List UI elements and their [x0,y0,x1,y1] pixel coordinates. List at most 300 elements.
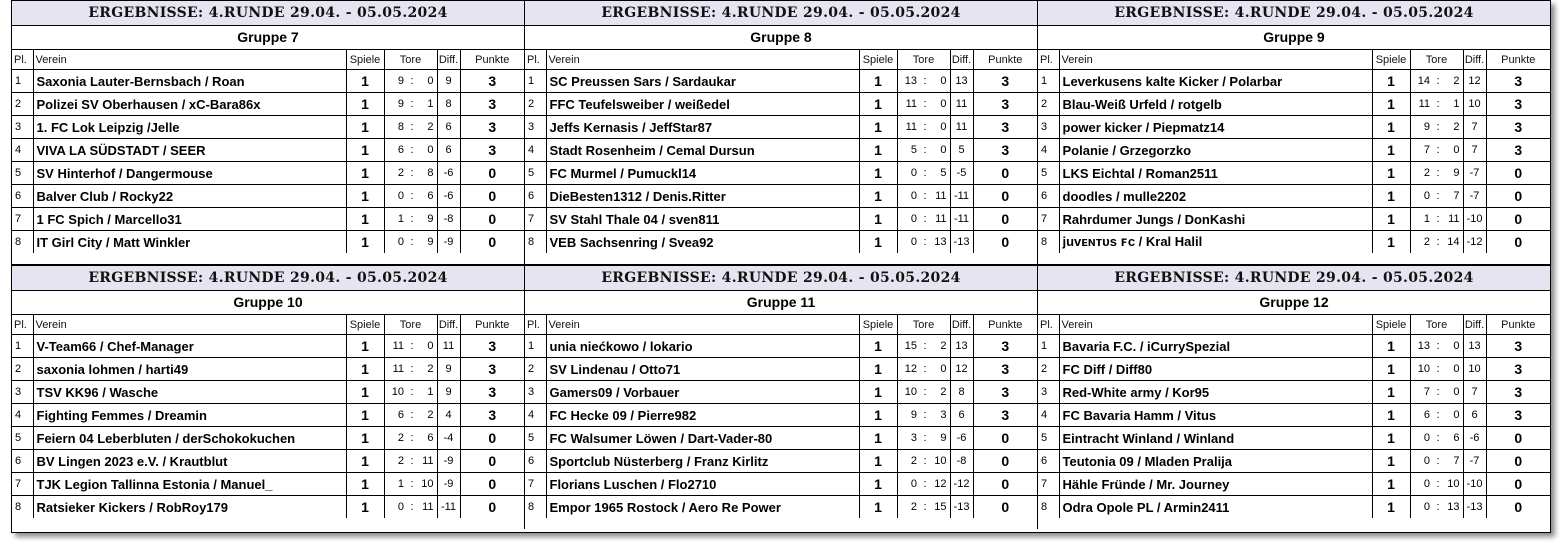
games-cell: 1 [859,473,897,496]
goals-separator: : [920,358,930,381]
goals-separator: : [920,139,930,162]
goals-for-cell: 0 [1410,185,1433,208]
goals-against-cell: 8 [417,162,437,185]
group-panel-12 [1038,266,1550,529]
games-cell: 1 [859,93,897,116]
games-cell: 1 [1372,450,1410,473]
points-cell: 3 [1486,139,1550,162]
header-spiele: Spiele [859,315,897,335]
games-cell: 1 [1372,139,1410,162]
team-cell: FFC Teufelsweiber / weißedel [546,93,859,116]
diff-cell: -6 [1463,427,1486,450]
team-cell: Saxonia Lauter-Bernsbach / Roan [33,70,346,93]
points-cell: 3 [1486,116,1550,139]
team-cell: Empor 1965 Rostock / Aero Re Power [546,496,859,519]
goals-separator: : [407,404,417,427]
points-cell: 3 [973,335,1037,358]
goals-against-cell: 0 [930,139,950,162]
diff-cell: 7 [1463,139,1486,162]
goals-for-cell: 0 [1423,501,1430,513]
goals-for-cell: 11 [384,335,407,358]
standings-table [12,315,524,518]
team-cell: Blau-Weiß Urfeld / rotgelb [1059,93,1372,116]
games-cell: 1 [1372,358,1410,381]
table-row [525,70,1037,93]
team-cell: TSV KK96 / Wasche [33,381,346,404]
points-cell: 0 [1514,499,1523,515]
group-title: Gruppe 9 [1038,26,1550,50]
diff-cell: 6 [1463,404,1486,427]
table-row [525,162,1037,185]
goals-against-cell: 10 [930,450,950,473]
header-verein: Verein [33,50,346,70]
place-cell: 8 [1038,231,1059,254]
header-diff: Diff. [437,50,460,70]
place-cell: 3 [525,116,546,139]
diff-cell: 4 [437,404,460,427]
group-title: Gruppe 12 [1038,291,1550,315]
table-row [12,116,524,139]
goals-against-cell: 6 [1443,427,1463,450]
place-cell: 7 [525,473,546,496]
table-row [1038,427,1550,450]
games-cell: 1 [859,381,897,404]
points-cell: 3 [460,93,524,116]
points-cell: 0 [460,162,524,185]
team-cell: VIVA LA SÜDSTADT / SEER [33,139,346,162]
goals-for-cell: 0 [897,208,920,231]
points-cell: 3 [460,116,524,139]
games-cell: 1 [346,427,384,450]
goals-for-cell: 0 [910,236,917,248]
games-cell: 1 [1372,93,1410,116]
goals-for-cell: 11 [897,93,920,116]
team-cell: Red-White army / Kor95 [1059,381,1372,404]
goals-separator: : [407,93,417,116]
place-cell: 5 [1038,162,1059,185]
diff-cell: -10 [1463,473,1486,496]
points-cell: 3 [973,358,1037,381]
games-cell: 1 [859,208,897,231]
goals-separator: : [1433,450,1443,473]
goals-against-cell: 9 [1443,162,1463,185]
goals-for-cell: 0 [1410,427,1433,450]
games-cell: 1 [859,231,897,254]
games-cell: 1 [1372,404,1410,427]
games-cell: 1 [859,70,897,93]
team-cell: Fighting Femmes / Dreamin [33,404,346,427]
header-verein: Verein [546,50,859,70]
goals-against-cell: 7 [1443,185,1463,208]
diff-cell: 12 [1463,70,1486,93]
goals-against-cell: 2 [1443,116,1463,139]
table-row [12,139,524,162]
header-spiele: Spiele [346,315,384,335]
header-spiele: Spiele [1372,50,1410,70]
goals-for-cell: 2 [384,450,407,473]
place-cell: 7 [1038,208,1059,231]
table-row [525,116,1037,139]
place-cell: 4 [1038,139,1059,162]
team-cell: DieBesten1312 / Denis.Ritter [546,185,859,208]
diff-cell: -12 [1463,231,1486,254]
goals-separator: : [1433,335,1443,358]
goals-separator: : [920,450,930,473]
diff-cell: 7 [1463,381,1486,404]
goals-for-cell: 9 [384,70,407,93]
goals-separator: : [1433,208,1443,231]
goals-separator: : [407,358,417,381]
table-row [1038,116,1550,139]
goals-separator: : [920,70,930,93]
goals-separator: : [1436,501,1440,513]
games-cell: 1 [1372,335,1410,358]
diff-cell: 13 [1463,335,1486,358]
goals-against-cell: 0 [930,93,950,116]
goals-for-cell: 0 [397,501,404,513]
goals-against-cell: 11 [417,450,437,473]
games-cell: 1 [1372,162,1410,185]
results-sheet [11,0,1551,533]
group-panel-9 [1038,1,1550,264]
diff-cell: 9 [437,381,460,404]
games-cell: 1 [859,358,897,381]
goals-separator: : [1433,93,1443,116]
header-pl: Pl. [525,50,546,70]
header-row [1038,315,1550,335]
games-cell: 1 [859,162,897,185]
round-header: ERGEBNISSE: 4.RUNDE 29.04. - 05.05.2024 [12,1,524,26]
team-cell: FC Walsumer Löwen / Dart-Vader-80 [546,427,859,450]
goals-separator: : [920,473,930,496]
goals-separator: : [407,139,417,162]
diff-cell: -11 [950,185,973,208]
diff-cell: 13 [950,70,973,93]
goals-against-cell: 7 [1443,450,1463,473]
place-cell: 5 [12,427,33,450]
place-cell: 5 [525,427,546,450]
table-row [1038,139,1550,162]
diff-cell: -9 [437,450,460,473]
goals-separator: : [1433,404,1443,427]
place-cell: 5 [1038,427,1059,450]
goals-for-cell: 1 [384,208,407,231]
table-row [1038,231,1550,254]
table-row [1038,358,1550,381]
diff-cell: -5 [950,162,973,185]
team-cell: Stadt Rosenheim / Cemal Dursun [546,139,859,162]
points-cell: 0 [460,450,524,473]
diff-cell: 11 [950,93,973,116]
diff-cell: -9 [437,473,460,496]
place-cell: 3 [525,381,546,404]
diff-cell: 13 [950,335,973,358]
table-row [12,427,524,450]
standings-table [1038,315,1550,518]
games-cell: 1 [346,381,384,404]
points-cell: 0 [1486,473,1550,496]
place-cell: 7 [525,208,546,231]
table-row [12,231,524,254]
goals-for-cell: 0 [1410,473,1433,496]
table-row [12,70,524,93]
points-cell: 0 [460,473,524,496]
goals-separator: : [923,236,927,248]
points-cell: 3 [1486,358,1550,381]
points-cell: 3 [1486,381,1550,404]
round-header: ERGEBNISSE: 4.RUNDE 29.04. - 05.05.2024 [525,266,1037,291]
goals-separator: : [923,501,927,513]
diff-cell: -10 [1463,208,1486,231]
place-cell: 4 [1038,404,1059,427]
header-tore: Tore [384,315,437,335]
goals-for-cell: 0 [397,236,404,248]
header-tore: Tore [1410,315,1463,335]
points-cell: 0 [973,450,1037,473]
goals-separator: : [407,427,417,450]
goals-for-cell: 0 [1410,450,1433,473]
table-row [12,185,524,208]
team-cell: FC Hecke 09 / Pierre982 [546,404,859,427]
diff-cell: 5 [950,139,973,162]
table-row [1038,496,1550,519]
place-cell: 3 [1038,116,1059,139]
goals-for-cell: 7 [1410,139,1433,162]
team-cell: Gamers09 / Vorbauer [546,381,859,404]
table-row [1038,185,1550,208]
goals-for-cell: 1 [1410,208,1433,231]
team-cell: Rahrdumer Jungs / DonKashi [1059,208,1372,231]
header-pl: Pl. [12,315,33,335]
diff-cell: -6 [437,162,460,185]
goals-for-cell: 10 [384,381,407,404]
goals-separator: : [1433,185,1443,208]
table-row [1038,335,1550,358]
points-cell: 3 [973,70,1037,93]
games-cell: 1 [1372,381,1410,404]
games-cell: 1 [1372,70,1410,93]
goals-against-cell: 13 [930,231,950,254]
table-row [12,358,524,381]
header-spiele: Spiele [859,50,897,70]
place-cell: 6 [1038,185,1059,208]
table-row [525,358,1037,381]
games-cell: 1 [859,335,897,358]
goals-separator: : [1433,70,1443,93]
goals-separator: : [1433,139,1443,162]
diff-cell: 9 [437,70,460,93]
points-cell: 0 [488,234,497,250]
team-cell: SV Lindenau / Otto71 [546,358,859,381]
header-verein: Verein [546,315,859,335]
table-row [525,427,1037,450]
points-cell: 0 [973,185,1037,208]
team-cell: IT Girl City / Matt Winkler [33,231,346,254]
groups-grid [12,1,1550,529]
place-cell: 4 [12,139,33,162]
points-cell: 0 [1486,162,1550,185]
goals-separator: : [407,381,417,404]
team-cell: Eintracht Winland / Winland [1059,427,1372,450]
goals-against-cell: 10 [417,473,437,496]
diff-cell: 11 [437,335,460,358]
games-cell: 1 [346,473,384,496]
goals-against-cell: 13 [1443,496,1463,519]
goals-for-cell: 6 [1410,404,1433,427]
goals-for-cell: 12 [897,358,920,381]
header-row [1038,50,1550,70]
games-cell: 1 [346,335,384,358]
group-title: Gruppe 11 [525,291,1037,315]
place-cell: 3 [1038,381,1059,404]
team-cell: SV Stahl Thale 04 / sven811 [546,208,859,231]
header-diff: Diff. [1463,50,1486,70]
header-tore: Tore [384,50,437,70]
diff-cell: -9 [437,231,460,254]
diff-cell: -7 [1463,162,1486,185]
games-cell: 1 [859,496,897,519]
diff-cell: -8 [437,208,460,231]
diff-cell: -6 [437,185,460,208]
points-cell: 3 [460,381,524,404]
goals-separator: : [1433,381,1443,404]
goals-against-cell: 2 [417,404,437,427]
games-cell: 1 [1372,427,1410,450]
goals-against-cell: 0 [930,358,950,381]
team-cell: V-Team66 / Chef-Manager [33,335,346,358]
table-row [1038,404,1550,427]
group-panel-10 [12,266,524,529]
header-punkte: Punkte [973,315,1037,335]
goals-against-cell: 9 [417,208,437,231]
header-row [12,50,524,70]
table-row [1038,70,1550,93]
diff-cell: -11 [950,208,973,231]
header-punkte: Punkte [1486,315,1550,335]
place-cell: 3 [12,116,33,139]
points-cell: 0 [460,427,524,450]
header-spiele: Spiele [346,50,384,70]
standings-table [12,50,524,253]
points-cell: 3 [973,381,1037,404]
team-cell: power kicker / Piepmatz14 [1059,116,1372,139]
games-cell: 1 [346,496,384,519]
points-cell: 3 [1486,335,1550,358]
goals-separator: : [407,208,417,231]
round-header: ERGEBNISSE: 4.RUNDE 29.04. - 05.05.2024 [525,1,1037,26]
games-cell: 1 [346,185,384,208]
goals-for-cell: 11 [1410,93,1433,116]
games-cell: 1 [1372,231,1410,254]
table-row [525,185,1037,208]
diff-cell: 12 [950,358,973,381]
place-cell: 1 [525,70,546,93]
goals-separator: : [407,70,417,93]
goals-separator: : [1433,427,1443,450]
diff-cell: -13 [950,231,973,254]
place-cell: 5 [12,162,33,185]
table-row [12,496,524,519]
team-cell: FC Diff / Diff80 [1059,358,1372,381]
header-pl: Pl. [1038,315,1059,335]
place-cell: 2 [12,93,33,116]
goals-for-cell: 15 [897,335,920,358]
table-row [12,381,524,404]
round-header: ERGEBNISSE: 4.RUNDE 29.04. - 05.05.2024 [1038,266,1550,291]
team-cell: VEB Sachsenring / Svea92 [546,231,859,254]
goals-for-cell: 2 [1423,236,1430,248]
table-row [1038,93,1550,116]
goals-against-cell: 2 [930,381,950,404]
place-cell: 2 [12,358,33,381]
diff-cell: 9 [437,358,460,381]
diff-cell: -11 [437,496,460,519]
points-cell: 3 [973,116,1037,139]
diff-cell: 8 [437,93,460,116]
header-diff: Diff. [950,50,973,70]
team-cell: Teutonia 09 / Mladen Pralija [1059,450,1372,473]
games-cell: 1 [859,185,897,208]
games-cell: 1 [859,404,897,427]
team-cell: Bavaria F.C. / iCurrySpezial [1059,335,1372,358]
team-cell: unia niećkowo / lokario [546,335,859,358]
place-cell: 7 [1038,473,1059,496]
goals-separator: : [1433,116,1443,139]
header-verein: Verein [33,315,346,335]
goals-against-cell: 2 [417,116,437,139]
team-cell: Jeffs Kernasis / JeffStar87 [546,116,859,139]
team-cell: Polizei SV Oberhausen / xC-Bara86x [33,93,346,116]
place-cell: 8 [1038,496,1059,519]
goals-against-cell: 0 [930,116,950,139]
goals-for-cell: 9 [897,404,920,427]
standings-table [525,315,1037,518]
table-row [12,335,524,358]
points-cell: 3 [1486,404,1550,427]
goals-for-cell: 2 [910,501,917,513]
games-cell: 1 [346,139,384,162]
standings-table [1038,50,1550,253]
goals-against-cell: 6 [417,427,437,450]
games-cell: 1 [346,231,384,254]
games-cell: 1 [859,116,897,139]
header-pl: Pl. [1038,50,1059,70]
header-pl: Pl. [525,315,546,335]
games-cell: 1 [346,162,384,185]
diff-cell: 10 [1463,93,1486,116]
goals-against-cell: 2 [930,335,950,358]
place-cell: 8 [525,496,546,519]
points-cell: 3 [973,404,1037,427]
team-cell: 1 FC Spich / Marcello31 [33,208,346,231]
goals-separator: : [1433,162,1443,185]
games-cell: 1 [1372,185,1410,208]
goals-against-cell: 1 [417,93,437,116]
goals-separator: : [1436,236,1440,248]
team-cell: FC Bavaria Hamm / Vitus [1059,404,1372,427]
games-cell: 1 [346,116,384,139]
goals-for-cell: 6 [384,404,407,427]
goals-for-cell: 10 [1410,358,1433,381]
goals-for-cell: 9 [384,93,407,116]
points-cell: 0 [1001,499,1010,515]
team-cell: SV Hinterhof / Dangermouse [33,162,346,185]
table-row [1038,473,1550,496]
place-cell: 6 [525,450,546,473]
header-punkte: Punkte [973,50,1037,70]
header-tore: Tore [1410,50,1463,70]
table-row [1038,208,1550,231]
